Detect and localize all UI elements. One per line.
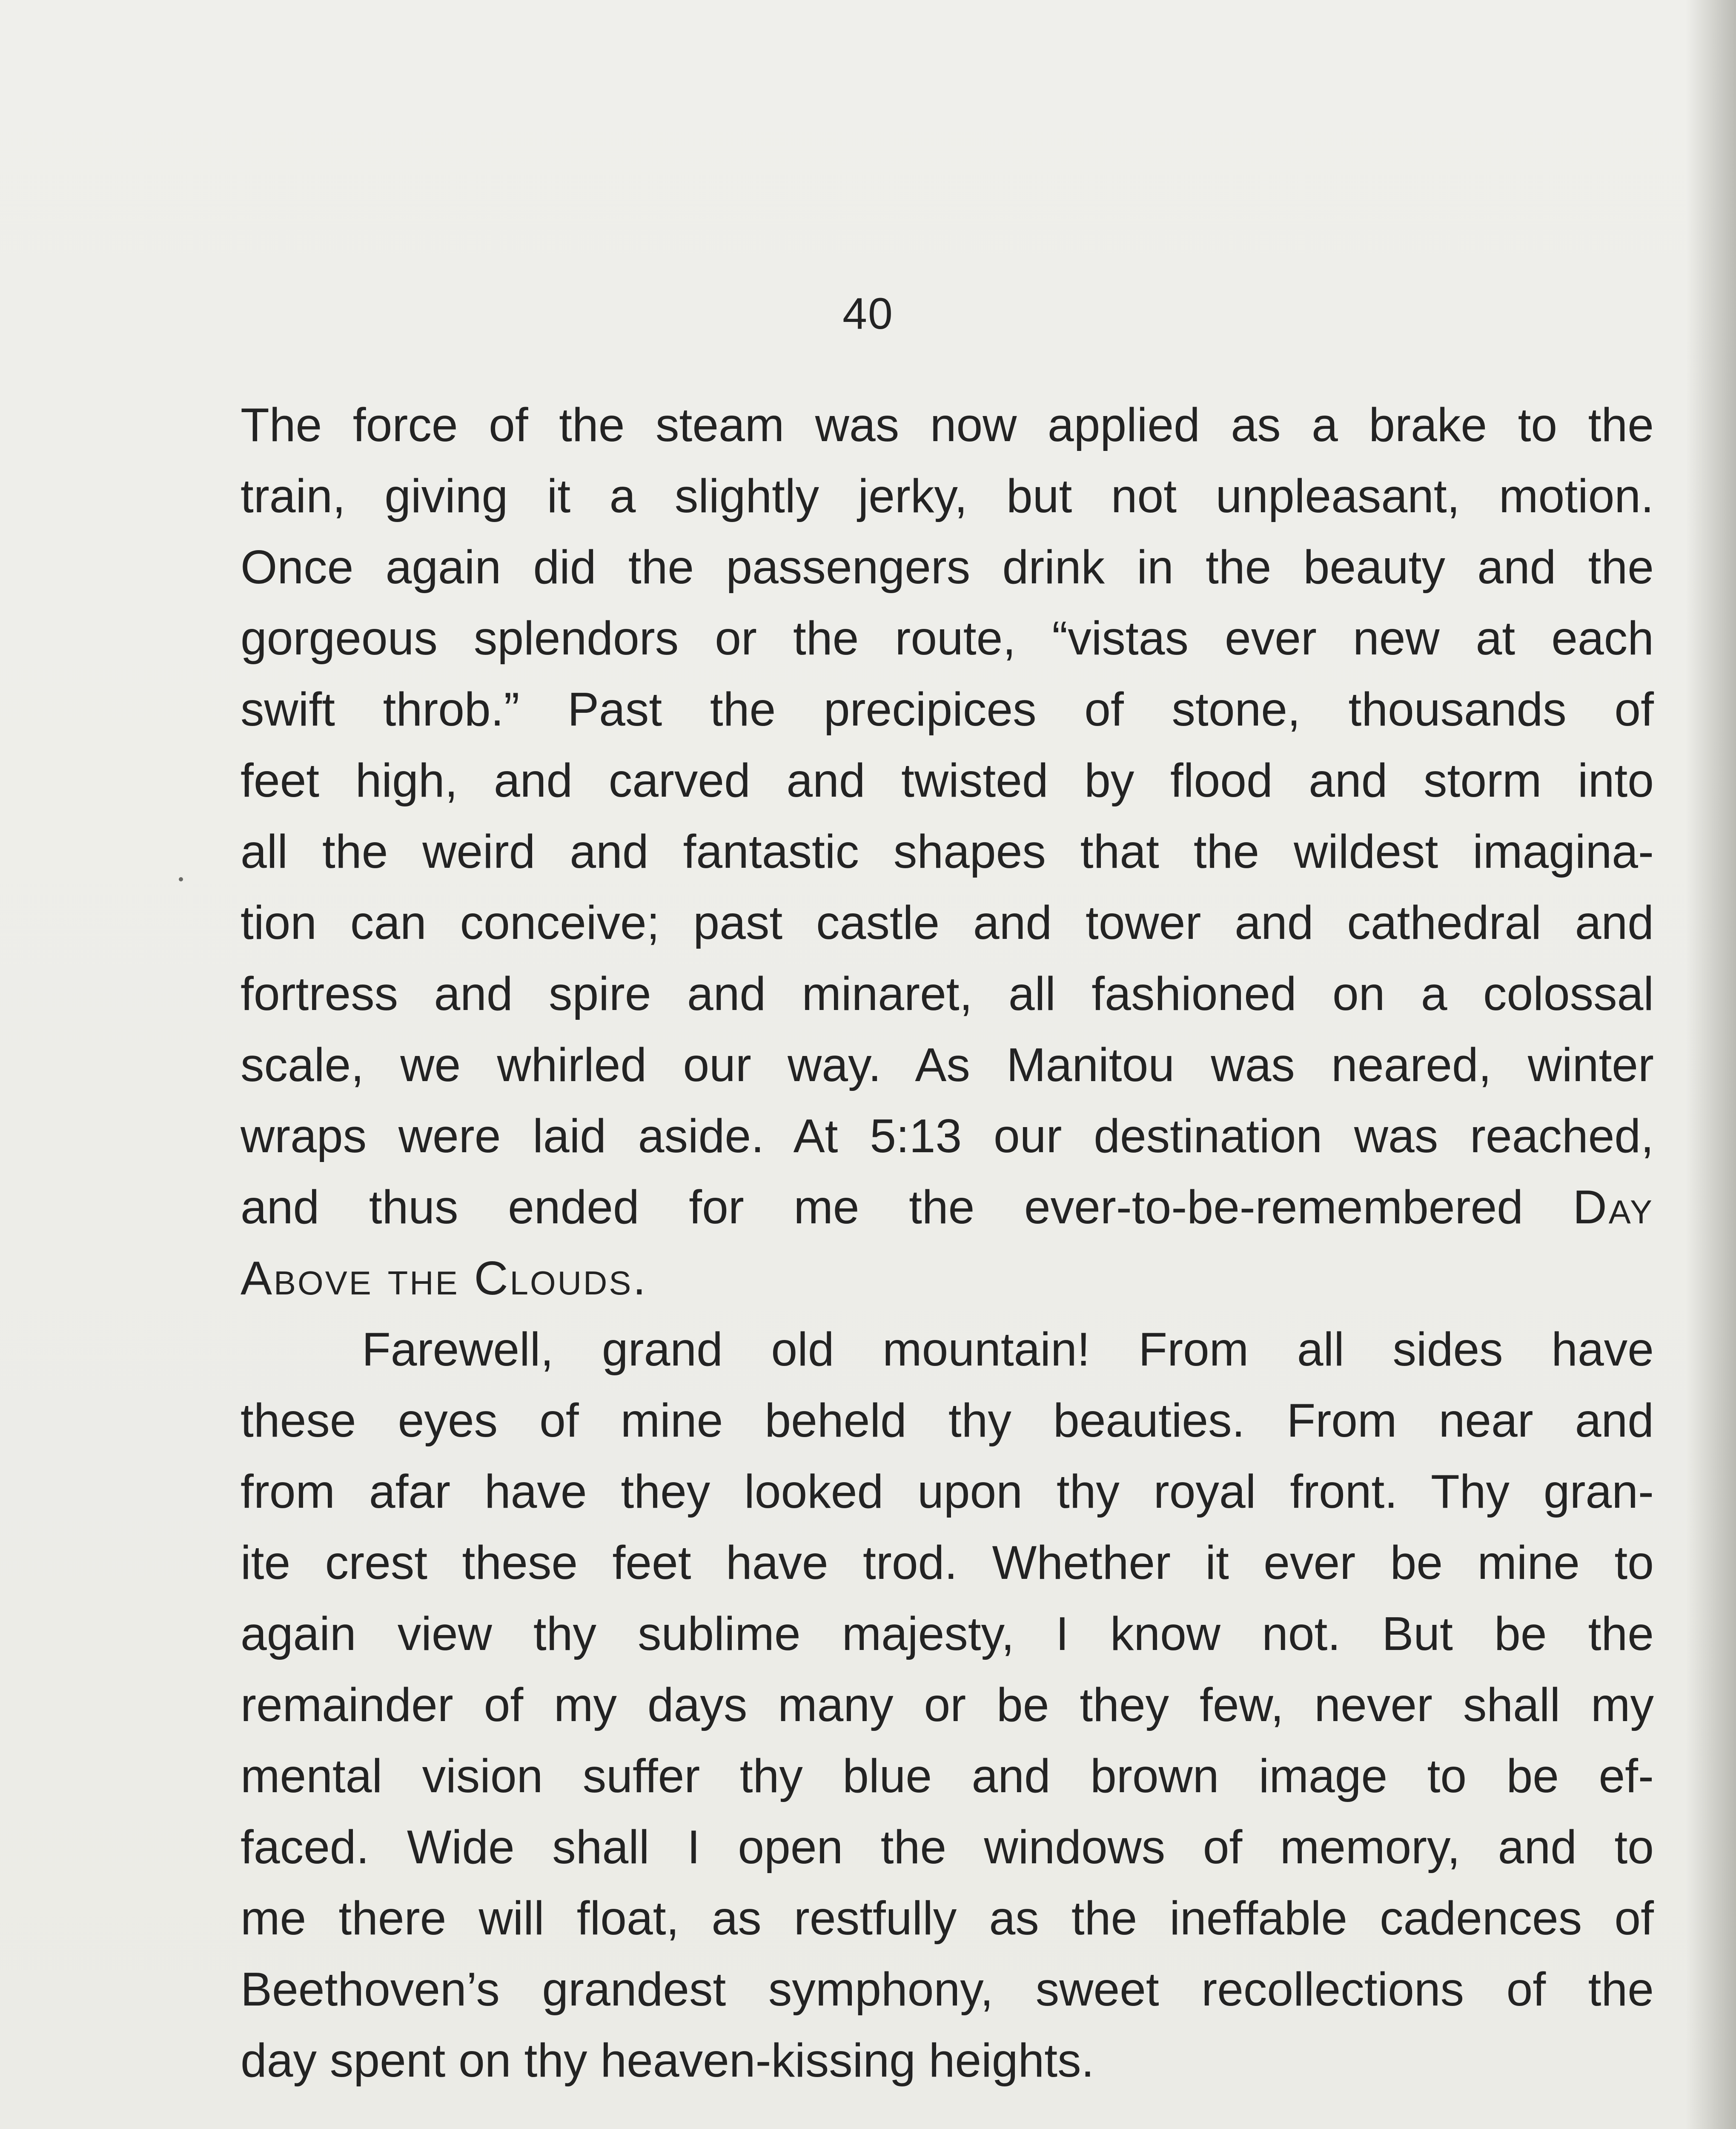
text-line: wraps were laid aside. At 5:13 our destination was reached, [241, 1110, 1654, 1162]
text-line: mental vision suffer thy blue and brown image to be ef- [241, 1750, 1654, 1802]
text-line: all the weird and fantastic shapes that the wildest imagina- [241, 825, 1654, 878]
body-text [241, 390, 1654, 2096]
text-line: tion can conceive; past castle and tower and cathedral and [241, 896, 1654, 949]
text-line: swift throb.” Past the precipices of stone, thousands of [241, 683, 1654, 736]
text-line: train, giving it a slightly jerky, but not unpleasant, motion. [241, 470, 1654, 522]
text-line-body: and thus ended for me the ever-to-be-remembered [241, 1181, 1524, 1234]
text-line [241, 1172, 1654, 1243]
text-line: again view thy sublime majesty, I know not. But be the [241, 1607, 1654, 1660]
paragraph-2 [241, 1314, 1654, 2096]
text-line [241, 1243, 1654, 1314]
text-line: feet high, and carved and twisted by flood and storm into [241, 754, 1654, 807]
small-caps-title-end: Above the Clouds [241, 1252, 633, 1305]
small-caps-title-start: Day [1573, 1181, 1654, 1234]
text-line: remainder of my days many or be they few, never shall my [241, 1679, 1654, 1731]
text-line: from afar have they looked upon thy royal front. Thy gran- [241, 1465, 1654, 1518]
title-period: . [633, 1252, 646, 1305]
page-number: 40 [842, 289, 894, 339]
text-line: scale, we whirled our way. As Manitou was neared, winter [241, 1039, 1654, 1091]
text-line: Farewell, grand old mountain! From all sides have [362, 1323, 1654, 1376]
paper-speck [179, 877, 183, 881]
text-line: Once again did the passengers drink in the beauty and the [241, 541, 1654, 594]
text-line: ite crest these feet have trod. Whether it ever be mine to [241, 1536, 1654, 1589]
text-line: fortress and spire and minaret, all fashioned on a colossal [241, 967, 1654, 1020]
text-line: me there will float, as restfully as the ineffable cadences of [241, 1892, 1654, 1945]
text-line: day spent on thy heaven-kissing heights. [241, 2034, 1094, 2087]
text-line: Beethoven’s grandest symphony, sweet recollections of the [241, 1963, 1654, 2016]
paragraph-1 [241, 390, 1654, 1314]
text-line: these eyes of mine beheld thy beauties. From near and [241, 1394, 1654, 1447]
text-line: The force of the steam was now applied as a brake to the [241, 399, 1654, 451]
text-line: gorgeous splendors or the route, “vistas ever new at each [241, 612, 1654, 665]
text-line: faced. Wide shall I open the windows of memory, and to [241, 1821, 1654, 1874]
